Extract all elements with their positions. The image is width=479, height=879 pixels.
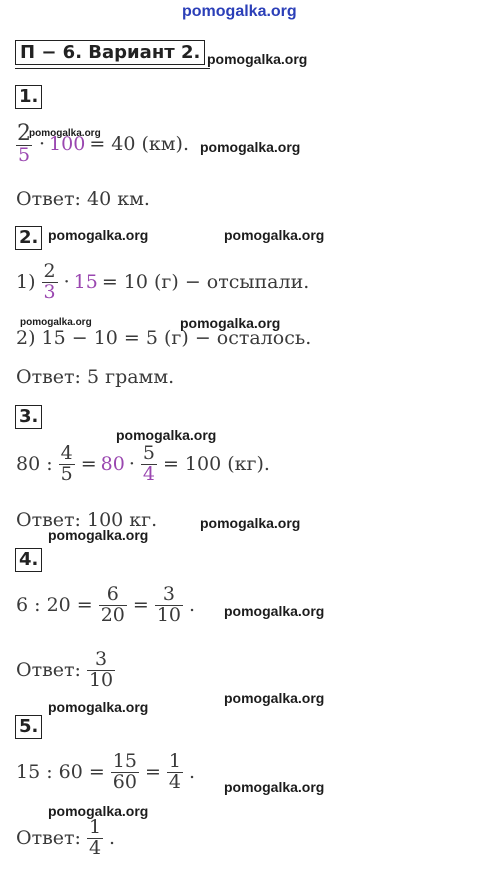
lead: 6 : 20 = <box>16 594 93 617</box>
numerator: 5 <box>142 442 155 464</box>
task-1-answer: Ответ: 40 км. <box>16 188 150 210</box>
lead: 15 : 60 = <box>16 761 105 784</box>
denominator: 20 <box>100 603 125 626</box>
watermark: pomogalka.org <box>180 315 281 331</box>
watermark: pomogalka.org <box>207 51 308 67</box>
lead: 80 : <box>16 453 53 476</box>
period: . <box>189 594 196 617</box>
watermark: pomogalka.org <box>48 699 149 715</box>
watermark: pomogalka.org <box>224 690 325 706</box>
watermark: pomogalka.org <box>224 779 325 795</box>
period: . <box>189 761 196 784</box>
denominator: 4 <box>142 462 155 485</box>
denominator: 10 <box>88 668 114 691</box>
page-title: П − 6. Вариант 2. <box>15 40 205 65</box>
watermark: pomogalka.org <box>200 515 301 531</box>
numerator: 1 <box>168 750 181 772</box>
fraction <box>141 444 157 485</box>
task-5-answer <box>16 818 115 859</box>
value: 80 <box>100 453 125 476</box>
task-number-1: 1. <box>15 85 42 109</box>
denominator: 5 <box>60 462 73 485</box>
task-2-answer: Ответ: 5 грамм. <box>16 366 175 388</box>
fraction <box>155 585 183 626</box>
watermark: pomogalka.org <box>48 527 149 543</box>
denominator: 3 <box>43 280 56 303</box>
denominator: 60 <box>112 770 137 793</box>
equals: = <box>80 453 97 476</box>
operator: · <box>39 133 46 156</box>
answer-label: Ответ: <box>16 659 81 682</box>
numerator: 6 <box>106 583 119 605</box>
fraction <box>111 752 139 793</box>
numerator: 2 <box>43 260 56 282</box>
watermark: pomogalka.org <box>200 139 301 155</box>
denominator: 5 <box>17 144 31 167</box>
answer-label: Ответ: <box>16 827 81 850</box>
equals: = <box>132 594 149 617</box>
task-number-5: 5. <box>15 715 42 739</box>
multiplier: 15 <box>73 271 98 294</box>
denominator: 4 <box>168 770 181 793</box>
watermark: pomogalka.org <box>224 227 325 243</box>
operator: · <box>128 453 135 476</box>
denominator: 10 <box>156 603 182 626</box>
operator: · <box>63 271 70 294</box>
numerator: 3 <box>95 648 108 670</box>
task-2-line-1 <box>16 262 309 303</box>
fraction <box>167 752 183 793</box>
task-5-expression <box>16 752 195 793</box>
fraction <box>99 585 127 626</box>
numerator: 1 <box>88 816 102 838</box>
result: = 100 (кг). <box>162 453 270 476</box>
numerator: 2 <box>17 121 31 146</box>
numerator: 4 <box>60 442 73 464</box>
watermark: pomogalka.org <box>48 803 149 819</box>
equals: = <box>144 761 161 784</box>
task-2-line-2: 2) 15 − 10 = 5 (г) − осталось. <box>16 327 312 349</box>
watermark: pomogalka.org <box>29 128 101 139</box>
watermark: pomogalka.org <box>48 227 149 243</box>
numerator: 3 <box>162 583 175 605</box>
result: = 40 (км). <box>89 133 190 156</box>
watermark: pomogalka.org <box>116 427 217 443</box>
watermark: pomogalka.org <box>20 317 92 328</box>
watermark: pomogalka.org <box>224 603 325 619</box>
fraction <box>87 650 115 691</box>
task-number-4: 4. <box>15 548 42 572</box>
title-underline <box>15 68 210 69</box>
task-4-answer <box>16 650 117 691</box>
task-4-expression <box>16 585 195 626</box>
result: = 10 (г) − отсыпали. <box>101 271 310 294</box>
numerator: 15 <box>112 750 137 772</box>
watermark-top: pomogalka.org <box>182 3 297 20</box>
fraction <box>87 818 103 859</box>
denominator: 4 <box>88 836 102 859</box>
multiplier: 100 <box>49 133 86 156</box>
step-prefix: 1) <box>16 271 36 294</box>
task-3-answer: Ответ: 100 кг. <box>16 509 158 531</box>
task-3-expression <box>16 444 270 485</box>
fraction <box>59 444 75 485</box>
task-number-3: 3. <box>15 405 42 429</box>
task-number-2: 2. <box>15 226 42 250</box>
fraction <box>42 262 58 303</box>
period: . <box>109 827 116 850</box>
